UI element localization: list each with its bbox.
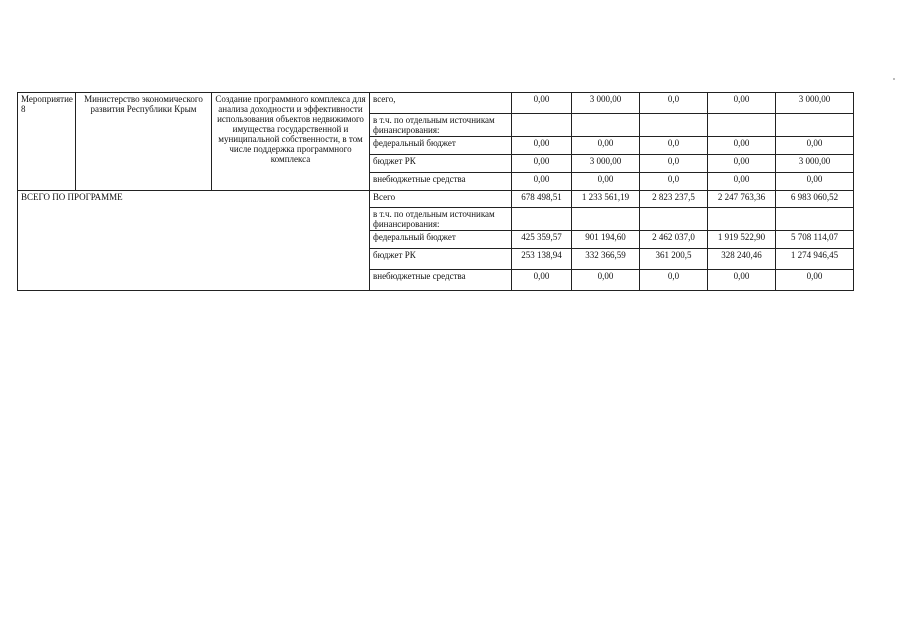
value-cell — [708, 208, 776, 231]
programme-total-label: ВСЕГО ПО ПРОГРАММЕ — [18, 191, 370, 291]
value-cell: 3 000,00 — [776, 155, 854, 173]
value-cell: 0,00 — [776, 173, 854, 191]
value-cell: 1 274 946,45 — [776, 249, 854, 270]
value-cell: 0,00 — [512, 93, 572, 114]
value-cell: 3 000,00 — [572, 155, 640, 173]
value-cell: 0,0 — [640, 270, 708, 291]
value-cell: 3 000,00 — [572, 93, 640, 114]
value-cell: 0,00 — [708, 137, 776, 155]
funding-source: в т.ч. по отдельным источникам финансирования: — [370, 208, 512, 231]
value-cell: 1 233 561,19 — [572, 191, 640, 208]
value-cell: 0,00 — [708, 155, 776, 173]
value-cell: 0,00 — [512, 270, 572, 291]
value-cell: 2 247 763,36 — [708, 191, 776, 208]
value-cell: 2 823 237,5 — [640, 191, 708, 208]
value-cell: 901 194,60 — [572, 231, 640, 249]
funding-source: бюджет РК — [370, 155, 512, 173]
funding-source: внебюджетные средства — [370, 270, 512, 291]
value-cell: 0,00 — [708, 93, 776, 114]
value-cell — [512, 208, 572, 231]
value-cell: 328 240,46 — [708, 249, 776, 270]
value-cell: 253 138,94 — [512, 249, 572, 270]
value-cell: 0,00 — [512, 155, 572, 173]
value-cell: 0,00 — [708, 270, 776, 291]
value-cell — [640, 208, 708, 231]
budget-table — [17, 92, 854, 291]
value-cell: 0,0 — [640, 173, 708, 191]
value-cell — [512, 114, 572, 137]
funding-source: внебюджетные средства — [370, 173, 512, 191]
value-cell: 0,00 — [572, 173, 640, 191]
value-cell: 2 462 037,0 — [640, 231, 708, 249]
value-cell: 0,00 — [776, 270, 854, 291]
value-cell: 0,00 — [512, 137, 572, 155]
value-cell: 0,0 — [640, 155, 708, 173]
table-row — [18, 93, 854, 114]
value-cell — [708, 114, 776, 137]
activity-number: Мероприятие 8 — [18, 93, 76, 191]
value-cell — [776, 208, 854, 231]
value-cell: 0,00 — [572, 270, 640, 291]
value-cell: 0,00 — [512, 173, 572, 191]
value-cell: 0,00 — [776, 137, 854, 155]
value-cell — [572, 114, 640, 137]
value-cell: 0,00 — [708, 173, 776, 191]
value-cell: 361 200,5 — [640, 249, 708, 270]
scan-speck — [893, 78, 895, 80]
funding-source: бюджет РК — [370, 249, 512, 270]
funding-source: в т.ч. по отдельным источникам финансирования: — [370, 114, 512, 137]
activity-executor: Министерство экономического развития Республики Крым — [76, 93, 212, 191]
funding-source: всего, — [370, 93, 512, 114]
value-cell: 0,0 — [640, 93, 708, 114]
value-cell: 0,0 — [640, 137, 708, 155]
value-cell: 678 498,51 — [512, 191, 572, 208]
table-row — [18, 191, 854, 208]
value-cell — [572, 208, 640, 231]
value-cell: 5 708 114,07 — [776, 231, 854, 249]
value-cell: 425 359,57 — [512, 231, 572, 249]
value-cell — [640, 114, 708, 137]
value-cell: 1 919 522,90 — [708, 231, 776, 249]
activity-description: Создание программного комплекса для анализа доходности и эффективности использования объектов недвижимого имущества государственной и муниципальной собственности, в том числе поддержка программного комплекса — [212, 93, 370, 191]
value-cell: 332 366,59 — [572, 249, 640, 270]
value-cell: 0,00 — [572, 137, 640, 155]
value-cell: 6 983 060,52 — [776, 191, 854, 208]
funding-source: федеральный бюджет — [370, 231, 512, 249]
value-cell: 3 000,00 — [776, 93, 854, 114]
funding-source: федеральный бюджет — [370, 137, 512, 155]
funding-source: Всего — [370, 191, 512, 208]
value-cell — [776, 114, 854, 137]
